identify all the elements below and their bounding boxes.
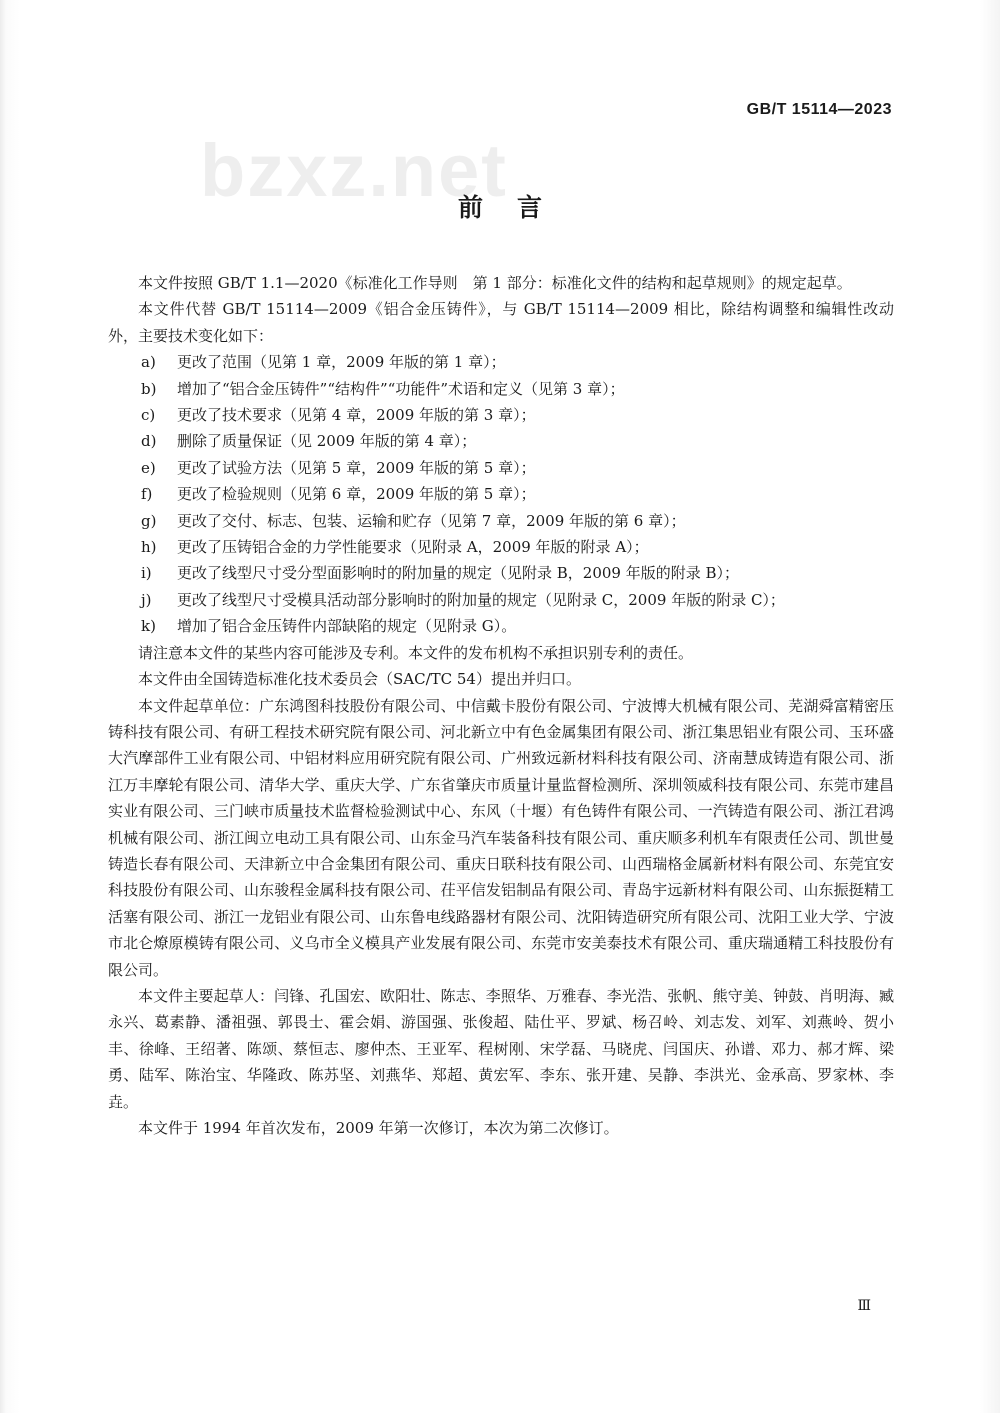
list-item-label: j) bbox=[141, 590, 152, 609]
list-item bbox=[108, 376, 894, 402]
list-item bbox=[108, 428, 894, 454]
list-item bbox=[108, 349, 894, 375]
list-item-label: a) bbox=[141, 353, 156, 372]
drafters-paragraph: 本文件主要起草人：闫锋、孔国宏、欧阳壮、陈志、李照华、万雅春、李光浩、张帆、熊守美、钟鼓、肖明海、臧永兴、葛素静、潘祖强、郭畏士、霍会娟、游国强、张俊超、陆仕平、罗斌、杨召岭、刘志发、刘军、刘燕岭、贺小丰、徐峰、王绍著、陈颂、蔡恒志、廖仲杰、王亚军、程树刚、宋学磊、马晓虎、闫国庆、孙谱、邓力、郝才辉、梁勇、陆军、陈治宝、华隆政、陈苏坚、刘燕华、郑超、黄宏军、李东、张开建、吴静、李洪光、金承高、罗家林、李垚。 bbox=[108, 986, 894, 1111]
list-item-label: i) bbox=[141, 564, 152, 583]
list-item-label: d) bbox=[141, 432, 157, 451]
page-title: 前言 bbox=[457, 193, 576, 222]
list-item-label: g) bbox=[141, 511, 157, 530]
list-item-text: 增加了“铝合金压铸件”“结构件”“功能件”术语和定义（见第 3 章）； bbox=[177, 379, 625, 398]
list-item bbox=[108, 560, 894, 586]
list-item-label: b) bbox=[141, 379, 157, 398]
list-item-label: c) bbox=[141, 406, 156, 425]
list-item-text: 更改了交付、标志、包装、运输和贮存（见第 7 章，2009 年版的第 6 章）； bbox=[177, 511, 686, 530]
list-item-text: 删除了质量保证（见 2009 年版的第 4 章）； bbox=[177, 432, 477, 451]
list-item-text: 增加了铝合金压铸件内部缺陷的规定（见附录 G）。 bbox=[177, 617, 517, 636]
paragraph: 本文件按照 GB/T 1.1—2020《标准化工作导则 第 1 部分：标准化文件的结构和起草规则》的规定起草。 bbox=[138, 274, 852, 292]
list-item bbox=[108, 481, 894, 507]
list-item-label: e) bbox=[141, 458, 156, 477]
changes-list bbox=[108, 349, 894, 639]
list-item bbox=[108, 508, 894, 534]
publication-history: 本文件于 1994 年首次发布，2009 年第一次修订，本次为第二次修订。 bbox=[138, 1119, 619, 1137]
list-item-label: k) bbox=[141, 617, 156, 636]
list-item-text: 更改了线型尺寸受模具活动部分影响时的附加量的规定（见附录 C，2009 年版的附录 C）； bbox=[177, 590, 785, 609]
list-item bbox=[108, 534, 894, 560]
list-item-text: 更改了压铸铝合金的力学性能要求（见附录 A，2009 年版的附录 A）； bbox=[177, 538, 649, 557]
list-item-text: 更改了范围（见第 1 章，2009 年版的第 1 章）； bbox=[177, 353, 506, 372]
list-item bbox=[108, 455, 894, 481]
list-item-text: 更改了线型尺寸受分型面影响时的附加量的规定（见附录 B，2009 年版的附录 B）； bbox=[177, 564, 740, 583]
watermark: bzxz.net bbox=[200, 129, 508, 212]
foreword-body bbox=[108, 270, 894, 1141]
page-number: Ⅲ bbox=[857, 1298, 872, 1314]
standard-code: GB/T 15114—2023 bbox=[746, 101, 892, 118]
list-item bbox=[108, 587, 894, 613]
list-item bbox=[108, 402, 894, 428]
list-item-label: f) bbox=[141, 485, 153, 504]
drafting-units-paragraph: 本文件起草单位：广东鸿图科技股份有限公司、中信戴卡股份有限公司、宁波博大机械有限公司、芜湖舜富精密压铸科技有限公司、有研工程技术研究院有限公司、河北新立中有色金属集团有限公司、浙江集思铝业有限公司、玉环盛大汽摩部件工业有限公司、中铝材料应用研究院有限公司、广州致远新材料科技有限公司、济南慧成铸造有限公司、浙江万丰摩轮有限公司、清华大学、重庆大学、广东省肇庆市质量计量监督检测所、深圳领威科技有限公司、东莞市建昌实业有限公司、三门峡市质量技术监督检验测试中心、东风（十堰）有色铸件有限公司、一汽铸造有限公司、浙江君鸿机械有限公司、浙江闽立电动工具有限公司、山东金马汽车装备科技有限公司、重庆顺多利机车有限责任公司、凯世曼铸造长春有限公司、天津新立中合金集团有限公司、重庆日联科技有限公司、山西瑞格金属新材料有限公司、东莞宜安科技股份有限公司、山东骏程金属科技有限公司、茌平信发铝制品有限公司、青岛宇远新材料有限公司、山东振挺精工活塞有限公司、浙江一龙铝业有限公司、山东鲁电线路器材有限公司、沈阳铸造研究所有限公司、沈阳工业大学、宁波市北仑燎原模铸有限公司、义乌市全义模具产业发展有限公司、东莞市安美泰技术有限公司、重庆瑞通精工科技股份有限公司。 bbox=[108, 696, 894, 979]
patent-notice: 请注意本文件的某些内容可能涉及专利。本文件的发布机构不承担识别专利的责任。 bbox=[138, 643, 694, 662]
proposer-paragraph: 本文件由全国铸造标准化技术委员会（SAC/TC 54）提出并归口。 bbox=[138, 670, 581, 689]
paragraph: 本文件代替 GB/T 15114—2009《铝合金压铸件》，与 GB/T 15114—2009 相比，除结构调整和编辑性改动外，主要技术变化如下： bbox=[108, 300, 894, 345]
list-item bbox=[108, 613, 894, 639]
list-item-text: 更改了技术要求（见第 4 章，2009 年版的第 3 章）； bbox=[177, 406, 536, 425]
list-item-label: h) bbox=[141, 538, 157, 557]
list-item-text: 更改了检验规则（见第 6 章，2009 年版的第 5 章）； bbox=[177, 485, 536, 504]
list-item-text: 更改了试验方法（见第 5 章，2009 年版的第 5 章）； bbox=[177, 458, 536, 477]
